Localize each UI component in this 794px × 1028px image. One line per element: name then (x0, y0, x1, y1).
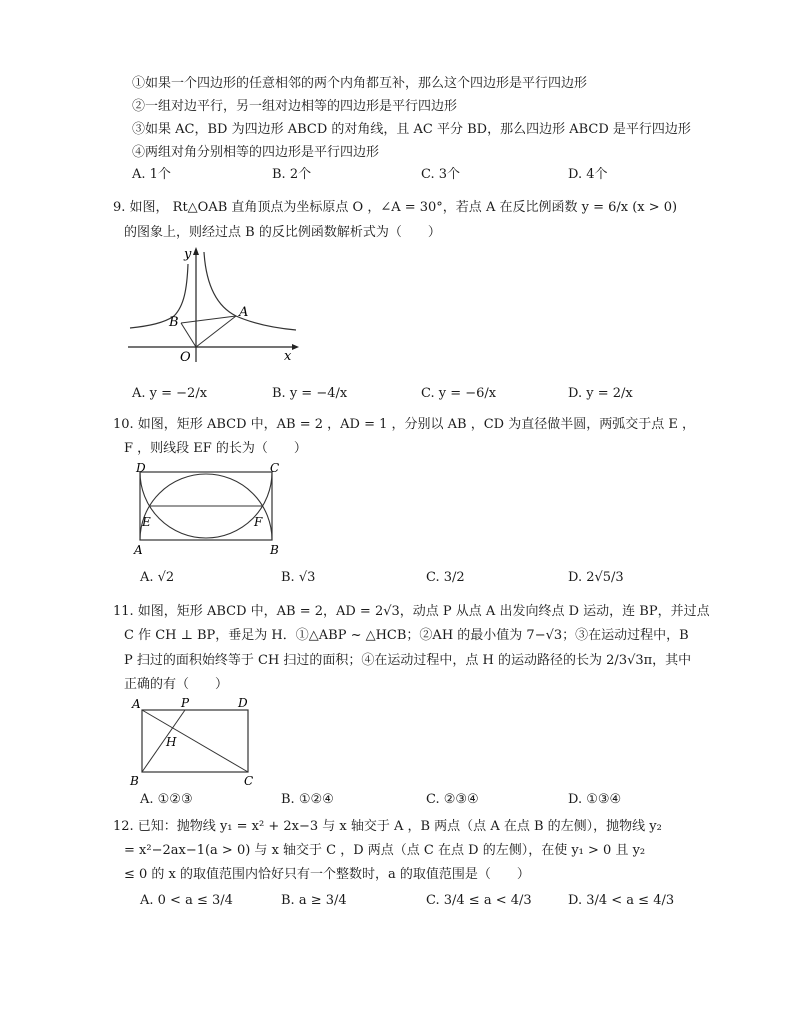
q12-stem-line3: ≤ 0 的 x 的取值范围内恰好只有一个整数时，a 的取值范围是（ ） (124, 867, 530, 882)
q11-stem-line4: 正确的有（ ） (124, 677, 229, 692)
q9-option-c[interactable]: C. y = −6/x (421, 386, 497, 401)
q9-y-arrow-icon (193, 247, 199, 255)
q9-segment-ob (181, 323, 196, 347)
q10-label-c: C (270, 462, 280, 475)
q11-label-c: C (244, 774, 254, 788)
q10-label-a: A (134, 543, 143, 557)
q10-label-e: E (142, 515, 151, 529)
q10-option-a[interactable]: A. √2 (140, 570, 175, 585)
q10-label-f: F (254, 515, 263, 529)
q10-stem-line2: F ，则线段 EF 的长为（ ） (124, 441, 307, 456)
q8-option-d[interactable]: D. 4个 (568, 167, 608, 182)
q11-label-h: H (166, 735, 177, 749)
q8-option-b[interactable]: B. 2个 (272, 167, 312, 182)
q11-option-a[interactable]: A. ①②③ (140, 792, 193, 807)
q11-stem-line2: C 作 CH ⊥ BP，垂足为 H．①△ABP ~ △HCB；②AH 的最小值为 7−√3；③在运动过程中，B (124, 628, 689, 643)
q10-figure (130, 462, 290, 558)
q10-arc-ab (140, 474, 272, 540)
q9-figure (124, 244, 304, 364)
statement-3: ③如果 AC，BD 为四边形 ABCD 的对角线，且 AC 平分 BD，那么四边形 ABCD 是平行四边形 (132, 122, 691, 137)
q9-stem-line2: 的图象上，则经过点 B 的反比例函数解析式为（ ） (124, 225, 441, 240)
q9-label-b: B (169, 315, 179, 330)
q12-option-a[interactable]: A. 0 < a ≤ 3/4 (140, 893, 233, 908)
q11-label-b: B (130, 774, 139, 788)
q9-curve-left (130, 264, 188, 328)
q8-option-a[interactable]: A. 1个 (132, 167, 171, 182)
q10-option-c[interactable]: C. 3/2 (426, 570, 465, 585)
q10-arc-cd (140, 472, 272, 538)
q12-option-d[interactable]: D. 3/4 < a ≤ 4/3 (568, 893, 675, 908)
q11-segment-ac (142, 710, 248, 772)
q12-stem-line1: 12. 已知：抛物线 y₁ = x² + 2x−3 与 x 轴交于 A ，B 两点（点 A 在点 B 的左侧），抛物线 y₂ (113, 819, 662, 834)
q9-x-arrow-icon (292, 344, 299, 350)
q11-option-b[interactable]: B. ①②④ (281, 792, 334, 807)
q11-stem-line1: 11. 如图，矩形 ABCD 中，AB = 2，AD = 2√3，动点 P 从点 A 出发向终点 D 运动，连 BP，并过点 (113, 604, 710, 619)
q9-label-a: A (239, 305, 249, 320)
q10-label-b: B (270, 543, 279, 557)
q11-option-c[interactable]: C. ②③④ (426, 792, 479, 807)
statement-4: ④两组对角分别相等的四边形是平行四边形 (132, 145, 380, 160)
q11-label-p: P (181, 696, 190, 710)
q12-option-c[interactable]: C. 3/4 ≤ a < 4/3 (426, 893, 532, 908)
q11-stem-line3: P 扫过的面积始终等于 CH 扫过的面积；④在运动过程中，点 H 的运动路径的长为 2/3√3π，其中 (124, 653, 692, 668)
q10-option-b[interactable]: B. √3 (281, 570, 316, 585)
q12-stem-line2: = x²−2ax−1(a > 0) 与 x 轴交于 C ，D 两点（点 C 在点 D 的左侧），在使 y₁ > 0 且 y₂ (124, 843, 646, 858)
q10-label-d: D (136, 462, 146, 475)
q9-option-b[interactable]: B. y = −4/x (272, 386, 348, 401)
q10-stem-line1: 10. 如图，矩形 ABCD 中，AB = 2 ，AD = 1 ，分别以 AB ，CD 为直径做半圆，两弧交于点 E ， (113, 417, 695, 432)
statement-1: ①如果一个四边形的任意相邻的两个内角都互补，那么这个四边形是平行四边形 (132, 76, 588, 91)
q12-option-b[interactable]: B. a ≥ 3/4 (281, 893, 347, 908)
q9-option-a[interactable]: A. y = −2/x (132, 386, 208, 401)
q9-label-o: O (180, 350, 191, 364)
q11-figure (128, 696, 260, 788)
q11-label-a: A (132, 697, 141, 711)
q11-label-d: D (238, 696, 248, 710)
q10-option-d[interactable]: D. 2√5/3 (568, 570, 624, 585)
q9-option-d[interactable]: D. y = 2/x (568, 386, 633, 401)
statement-2: ②一组对边平行，另一组对边相等的四边形是平行四边形 (132, 99, 458, 114)
q11-option-d[interactable]: D. ①③④ (568, 792, 622, 807)
q9-label-y: y (184, 247, 192, 262)
q9-label-x: x (284, 349, 292, 364)
q11-segment-bp (142, 710, 185, 772)
q8-option-c[interactable]: C. 3个 (421, 167, 461, 182)
q9-stem-line1: 9. 如图， Rt△OAB 直角顶点为坐标原点 O ，∠A = 30°，若点 A 在反比例函数 y = 6/x (x > 0) (113, 200, 678, 215)
